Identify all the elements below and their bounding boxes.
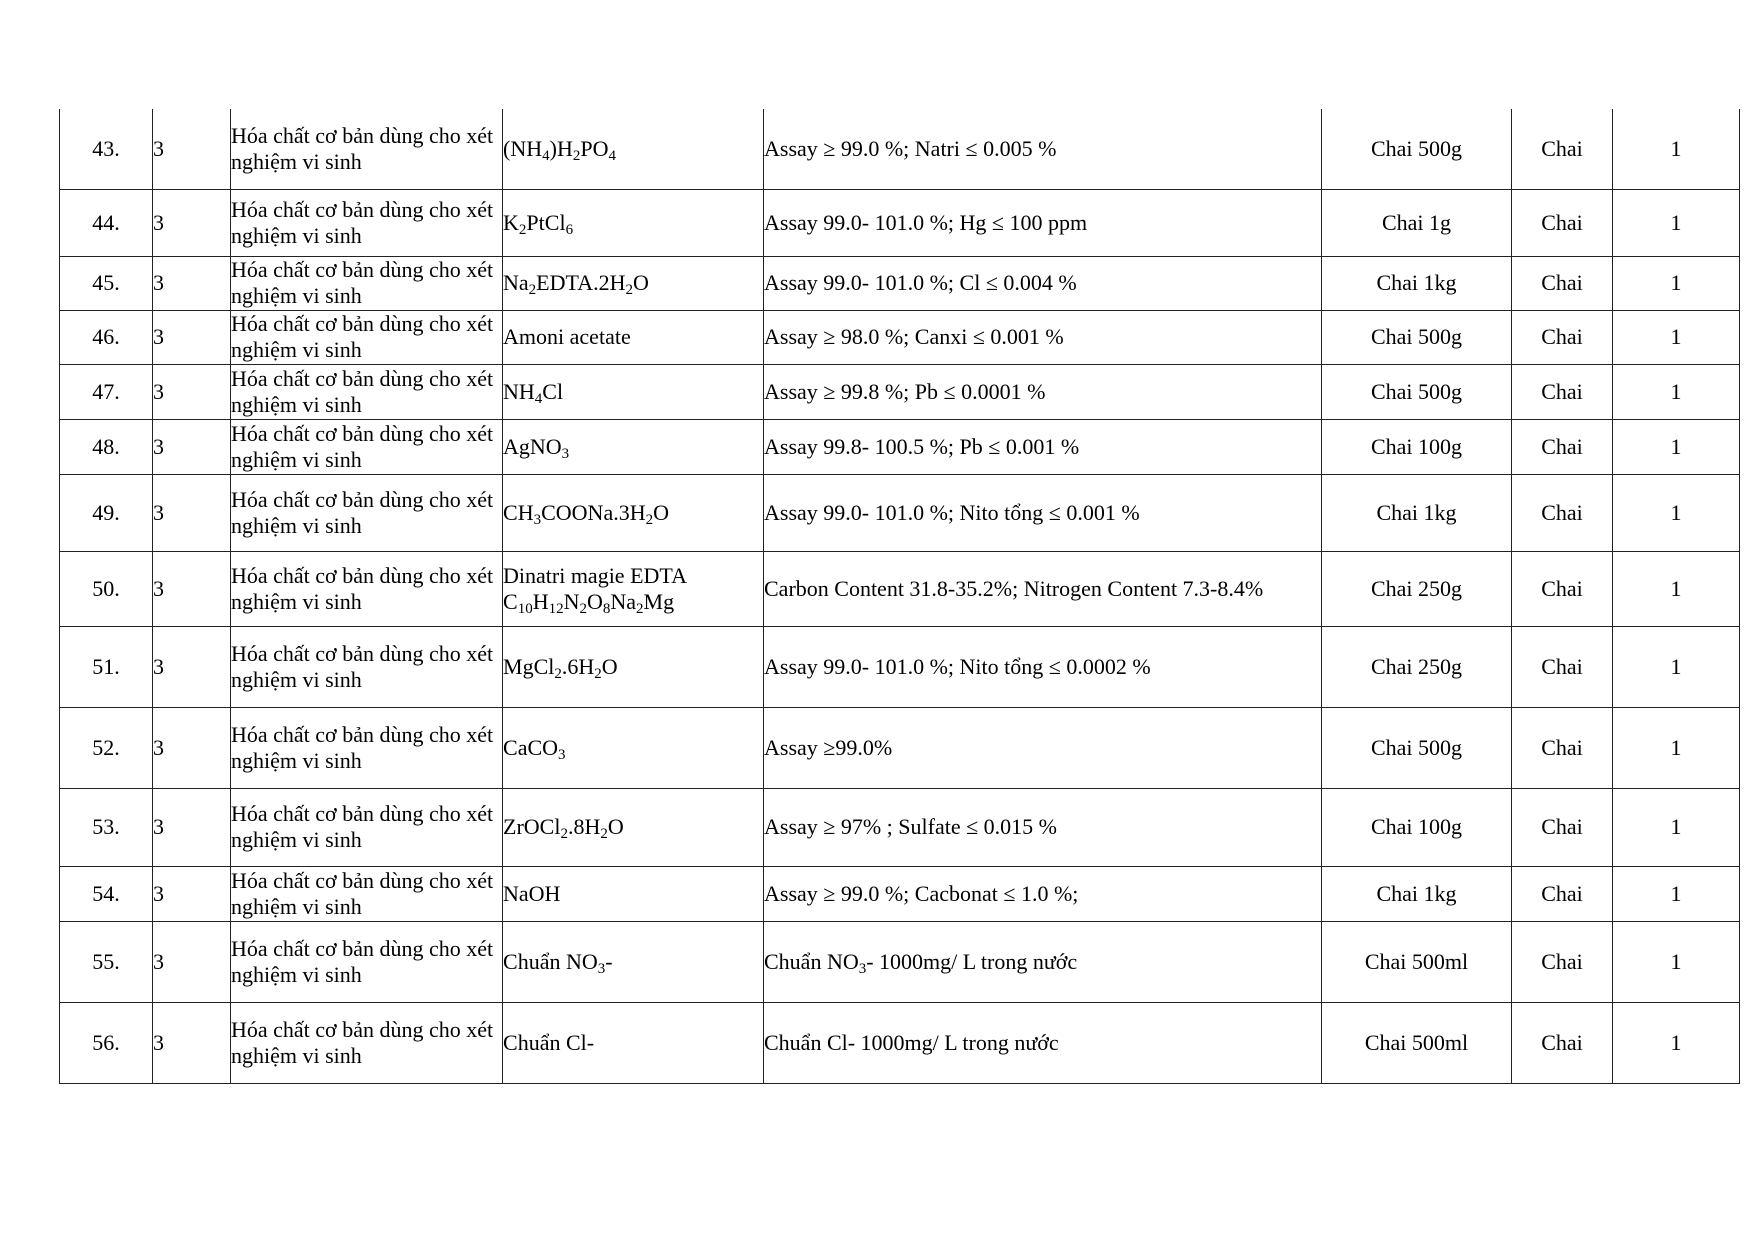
unit-cell: Chai bbox=[1512, 788, 1613, 866]
specification-cell: Assay 99.0- 101.0 %; Nito tổng ≤ 0.0002 % bbox=[764, 626, 1322, 707]
specification-cell: Assay 99.0- 101.0 %; Nito tổng ≤ 0.001 % bbox=[764, 474, 1322, 551]
quantity-cell: 1 bbox=[1613, 921, 1740, 1002]
group-cell: 3 bbox=[153, 474, 231, 551]
specification-cell: Assay ≥ 97% ; Sulfate ≤ 0.015 % bbox=[764, 788, 1322, 866]
chemical-name-cell: $K_2PtCl_6$ bbox=[503, 189, 764, 256]
quantity-cell: 1 bbox=[1613, 788, 1740, 866]
chemical-name-cell: Amoni acetate bbox=[503, 310, 764, 364]
specification-cell: Assay 99.0- 101.0 %; Cl ≤ 0.004 % bbox=[764, 256, 1322, 310]
group-cell: 3 bbox=[153, 921, 231, 1002]
row-number: 50. bbox=[60, 551, 153, 626]
group-cell: 3 bbox=[153, 189, 231, 256]
row-number: 55. bbox=[60, 921, 153, 1002]
row-number: 46. bbox=[60, 310, 153, 364]
packaging-cell: Chai 100g bbox=[1322, 419, 1512, 474]
packaging-cell: Chai 500g bbox=[1322, 707, 1512, 788]
unit-cell: Chai bbox=[1512, 626, 1613, 707]
chemical-name-cell: NaOH bbox=[503, 866, 764, 921]
chemical-name-cell: CaCO$_3$ bbox=[503, 707, 764, 788]
packaging-cell: Chai 500ml bbox=[1322, 921, 1512, 1002]
unit-cell: Chai bbox=[1512, 551, 1613, 626]
specification-cell: Assay 99.0- 101.0 %; Hg ≤ 100 ppm bbox=[764, 189, 1322, 256]
quantity-cell: 1 bbox=[1613, 310, 1740, 364]
specification-cell: Assay ≥ 99.0 %; Natri ≤ 0.005 % bbox=[764, 109, 1322, 189]
category-cell: Hóa chất cơ bản dùng cho xét nghiệm vi sinh bbox=[231, 788, 503, 866]
category-cell: Hóa chất cơ bản dùng cho xét nghiệm vi sinh bbox=[231, 474, 503, 551]
category-cell: Hóa chất cơ bản dùng cho xét nghiệm vi sinh bbox=[231, 189, 503, 256]
quantity-cell: 1 bbox=[1613, 189, 1740, 256]
category-cell: Hóa chất cơ bản dùng cho xét nghiệm vi sinh bbox=[231, 626, 503, 707]
row-number: 52. bbox=[60, 707, 153, 788]
quantity-cell: 1 bbox=[1613, 1002, 1740, 1083]
category-cell: Hóa chất cơ bản dùng cho xét nghiệm vi sinh bbox=[231, 109, 503, 189]
specification-cell: Assay ≥ 99.0 %; Cacbonat ≤ 1.0 %; bbox=[764, 866, 1322, 921]
group-cell: 3 bbox=[153, 310, 231, 364]
row-number: 48. bbox=[60, 419, 153, 474]
category-cell: Hóa chất cơ bản dùng cho xét nghiệm vi sinh bbox=[231, 256, 503, 310]
chemical-name-cell: $CH_3COONa.3H_2O$ bbox=[503, 474, 764, 551]
table-row bbox=[60, 189, 1740, 256]
packaging-cell: Chai 500g bbox=[1322, 109, 1512, 189]
quantity-cell: 1 bbox=[1613, 626, 1740, 707]
row-number: 51. bbox=[60, 626, 153, 707]
chemical-name-cell: Chuẩn Cl- bbox=[503, 1002, 764, 1083]
table-row bbox=[60, 707, 1740, 788]
unit-cell: Chai bbox=[1512, 310, 1613, 364]
table-row bbox=[60, 419, 1740, 474]
packaging-cell: Chai 500ml bbox=[1322, 1002, 1512, 1083]
chemical-name-cell: Dinatri magie EDTA $C_{10}H_{12}N_2O_8Na_2Mg$ bbox=[503, 551, 764, 626]
group-cell: 3 bbox=[153, 109, 231, 189]
chemical-name-cell: $Na_2EDTA.2H_2O$ bbox=[503, 256, 764, 310]
chemical-name-cell: $MgCl_2.6H_2O$ bbox=[503, 626, 764, 707]
table-row bbox=[60, 310, 1740, 364]
specification-cell: Assay ≥99.0% bbox=[764, 707, 1322, 788]
category-cell: Hóa chất cơ bản dùng cho xét nghiệm vi sinh bbox=[231, 707, 503, 788]
chemical-list-table bbox=[59, 109, 1740, 1084]
table-row bbox=[60, 626, 1740, 707]
quantity-cell: 1 bbox=[1613, 707, 1740, 788]
category-cell: Hóa chất cơ bản dùng cho xét nghiệm vi sinh bbox=[231, 1002, 503, 1083]
unit-cell: Chai bbox=[1512, 707, 1613, 788]
quantity-cell: 1 bbox=[1613, 474, 1740, 551]
chemical-name-cell: Chuẩn $NO_3-$ bbox=[503, 921, 764, 1002]
chemical-name-cell: AgNO$_3$ bbox=[503, 419, 764, 474]
packaging-cell: Chai 250g bbox=[1322, 551, 1512, 626]
quantity-cell: 1 bbox=[1613, 256, 1740, 310]
category-cell: Hóa chất cơ bản dùng cho xét nghiệm vi sinh bbox=[231, 866, 503, 921]
category-cell: Hóa chất cơ bản dùng cho xét nghiệm vi sinh bbox=[231, 921, 503, 1002]
quantity-cell: 1 bbox=[1613, 866, 1740, 921]
table-row bbox=[60, 551, 1740, 626]
unit-cell: Chai bbox=[1512, 419, 1613, 474]
packaging-cell: Chai 1g bbox=[1322, 189, 1512, 256]
category-cell: Hóa chất cơ bản dùng cho xét nghiệm vi sinh bbox=[231, 551, 503, 626]
group-cell: 3 bbox=[153, 551, 231, 626]
table-row bbox=[60, 921, 1740, 1002]
chemical-name-cell: $(NH_4)H_2PO_4$ bbox=[503, 109, 764, 189]
specification-cell: Assay ≥ 98.0 %; Canxi ≤ 0.001 % bbox=[764, 310, 1322, 364]
packaging-cell: Chai 500g bbox=[1322, 364, 1512, 419]
group-cell: 3 bbox=[153, 256, 231, 310]
quantity-cell: 1 bbox=[1613, 419, 1740, 474]
table-row bbox=[60, 1002, 1740, 1083]
group-cell: 3 bbox=[153, 866, 231, 921]
chemical-name-cell: $NH_4Cl$ bbox=[503, 364, 764, 419]
category-cell: Hóa chất cơ bản dùng cho xét nghiệm vi sinh bbox=[231, 419, 503, 474]
quantity-cell: 1 bbox=[1613, 109, 1740, 189]
packaging-cell: Chai 1kg bbox=[1322, 256, 1512, 310]
specification-cell: Chuẩn $NO_3-$ 1000mg/ L trong nước bbox=[764, 921, 1322, 1002]
table-row bbox=[60, 788, 1740, 866]
row-number: 49. bbox=[60, 474, 153, 551]
row-number: 54. bbox=[60, 866, 153, 921]
specification-cell: Chuẩn Cl- 1000mg/ L trong nước bbox=[764, 1002, 1322, 1083]
packaging-cell: Chai 500g bbox=[1322, 310, 1512, 364]
packaging-cell: Chai 250g bbox=[1322, 626, 1512, 707]
unit-cell: Chai bbox=[1512, 866, 1613, 921]
row-number: 47. bbox=[60, 364, 153, 419]
group-cell: 3 bbox=[153, 364, 231, 419]
table-row bbox=[60, 866, 1740, 921]
table-row bbox=[60, 109, 1740, 189]
row-number: 45. bbox=[60, 256, 153, 310]
row-number: 56. bbox=[60, 1002, 153, 1083]
specification-cell: Assay ≥ 99.8 %; Pb ≤ 0.0001 % bbox=[764, 364, 1322, 419]
row-number: 44. bbox=[60, 189, 153, 256]
unit-cell: Chai bbox=[1512, 256, 1613, 310]
quantity-cell: 1 bbox=[1613, 551, 1740, 626]
packaging-cell: Chai 1kg bbox=[1322, 866, 1512, 921]
category-cell: Hóa chất cơ bản dùng cho xét nghiệm vi sinh bbox=[231, 310, 503, 364]
table-row bbox=[60, 474, 1740, 551]
chemical-name-cell: $ZrOCl_2.8H_2O$ bbox=[503, 788, 764, 866]
group-cell: 3 bbox=[153, 788, 231, 866]
unit-cell: Chai bbox=[1512, 189, 1613, 256]
packaging-cell: Chai 1kg bbox=[1322, 474, 1512, 551]
unit-cell: Chai bbox=[1512, 109, 1613, 189]
category-cell: Hóa chất cơ bản dùng cho xét nghiệm vi sinh bbox=[231, 364, 503, 419]
unit-cell: Chai bbox=[1512, 921, 1613, 1002]
group-cell: 3 bbox=[153, 707, 231, 788]
table-body bbox=[60, 109, 1740, 1083]
table-row bbox=[60, 256, 1740, 310]
specification-cell: Assay 99.8- 100.5 %; Pb ≤ 0.001 % bbox=[764, 419, 1322, 474]
group-cell: 3 bbox=[153, 419, 231, 474]
group-cell: 3 bbox=[153, 626, 231, 707]
row-number: 53. bbox=[60, 788, 153, 866]
specification-cell: Carbon Content 31.8-35.2%; Nitrogen Content 7.3-8.4% bbox=[764, 551, 1322, 626]
row-number: 43. bbox=[60, 109, 153, 189]
group-cell: 3 bbox=[153, 1002, 231, 1083]
quantity-cell: 1 bbox=[1613, 364, 1740, 419]
unit-cell: Chai bbox=[1512, 1002, 1613, 1083]
unit-cell: Chai bbox=[1512, 364, 1613, 419]
packaging-cell: Chai 100g bbox=[1322, 788, 1512, 866]
unit-cell: Chai bbox=[1512, 474, 1613, 551]
table-row bbox=[60, 364, 1740, 419]
